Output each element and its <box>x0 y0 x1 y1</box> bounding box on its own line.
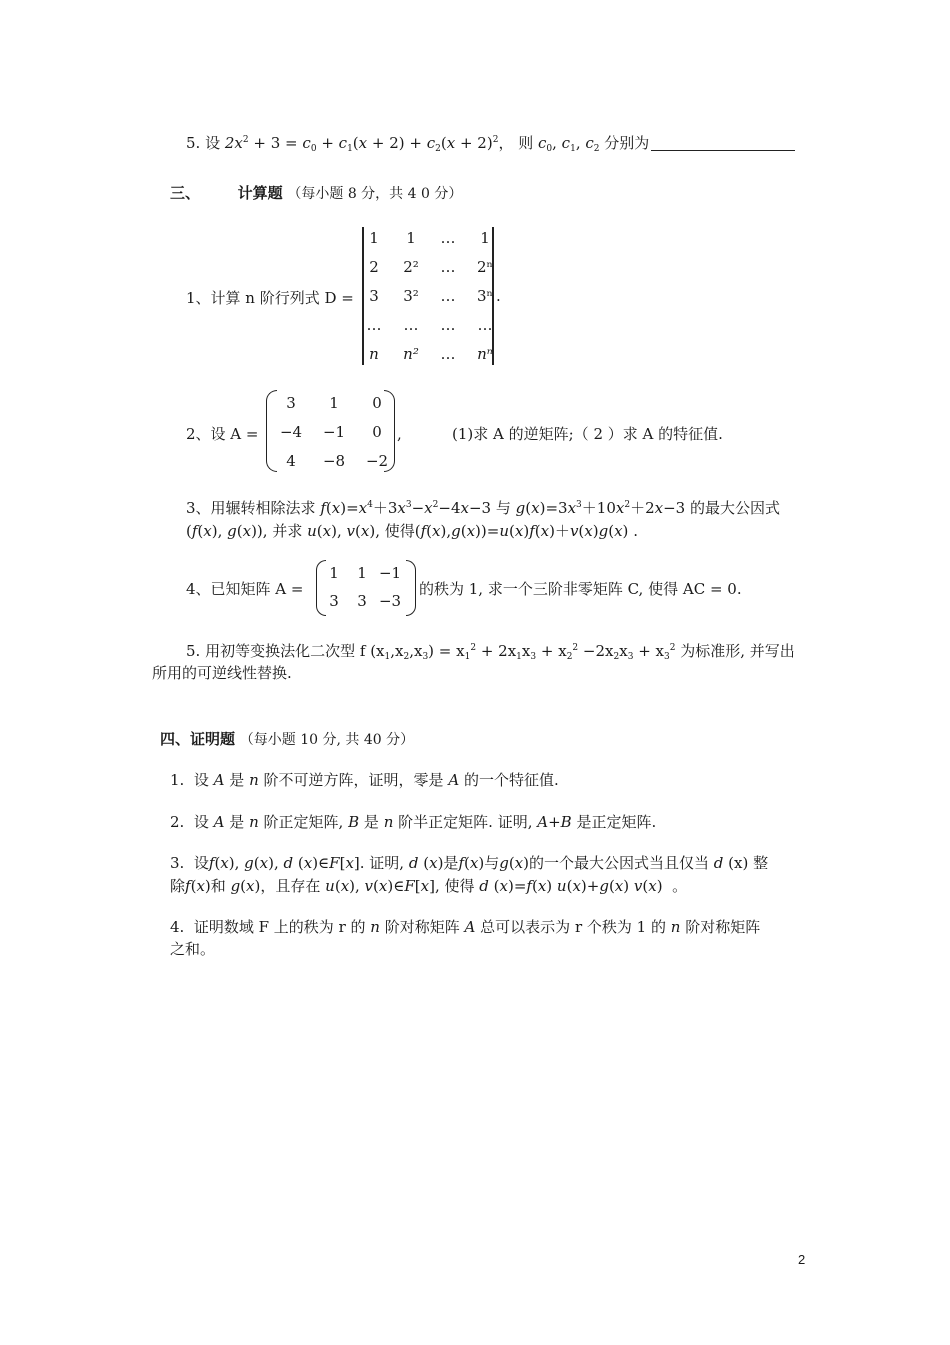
quadratic-form: $(x_1,x_2,x_3) = x_1^2 + 2x_1x_3 + x_2^2 -2x_2x_3 + x_3^2$ <box>370 642 676 662</box>
matrix-cell: … <box>477 316 493 334</box>
calc-question-5-line-1: 5. 用初等变换法化二次型 f $(x_1,x_2,x_3) = x_1^2 + 2x_1x_3 + x_2^2 -2x_2x_3 + x_3^2$ 为标准形, 并写出 <box>186 642 795 662</box>
matrix-cell: −3 <box>378 592 402 610</box>
section-4-header: 四、证明题 （每小题 10 分, 共 40 分） <box>160 730 415 748</box>
calc-question-2-comma: , <box>397 425 402 443</box>
proof-question-3-line-1: 3. 设f(x), g(x), d (x)∈F[x]. 证明, d (x)是f(x)与g(x)的一个最大公因式当且仅当 d (x) 整 <box>170 854 769 872</box>
matrix-cell: 2² <box>403 258 419 276</box>
matrix-cell: 4 <box>286 452 296 470</box>
matrix-cell: −4 <box>279 423 303 441</box>
matrix-cell: 2ⁿ <box>476 258 494 276</box>
matrix-cell: … <box>403 316 419 334</box>
matrix-cell: … <box>440 345 456 363</box>
matrix-cell: 3 <box>357 592 367 610</box>
matrix-cell: 3 <box>369 287 379 305</box>
matrix-cell: 0 <box>372 423 382 441</box>
calc-question-2-label: 2、设 A = <box>186 425 259 443</box>
matrix-cell: 1 <box>406 229 416 247</box>
page-number: 2 <box>798 1252 806 1267</box>
math-expression: $2x^2 + 3 = c_0 + c_1(x + 2) + c_2(x + 2)^2$， 则 $c_0$, $c_1$, $c_2$ <box>224 134 600 154</box>
matrix-cell: n <box>369 345 379 363</box>
proof-question-1: 1. 设 A 是 n 阶不可逆方阵，证明，零是 A 的一个特征值. <box>170 771 559 789</box>
matrix-cell: 0 <box>372 394 382 412</box>
calc-question-1-period: . <box>496 287 501 305</box>
matrix-cell: 1 <box>329 564 339 582</box>
matrix-cell: … <box>440 287 456 305</box>
matrix-cell: −1 <box>378 564 402 582</box>
matrix-cell: 1 <box>369 229 379 247</box>
polynomial-g: $g(x)=3x^3+10x^2+2x-3$ <box>515 499 686 517</box>
matrix-cell: 1 <box>357 564 367 582</box>
matrix-cell: 3 <box>286 394 296 412</box>
calc-question-4-task: 的秩为 1, 求一个三阶非零矩阵 C, 使得 AC = 0. <box>419 580 742 598</box>
matrix-cell: −8 <box>322 452 346 470</box>
calc-question-3-line-2: (f(x), g(x)), 并求 u(x), v(x), 使得(f(x),g(x))=u(x)f(x)＋v(x)g(x) . <box>186 522 638 540</box>
calc-question-4-label: 4、已知矩阵 A = <box>186 580 304 598</box>
polynomial-f: $f(x)=x^4+3x^3-x^2-4x-3$ <box>320 499 492 517</box>
section-3-header: 三、 计算题 （每小题 8 分，共 4 0 分） <box>170 184 463 202</box>
matrix-cell: −2 <box>365 452 389 470</box>
proof-question-2: 2. 设 A 是 n 阶正定矩阵, B 是 n 阶半正定矩阵. 证明, A+B 是正定矩阵. <box>170 813 657 831</box>
answer-blank[interactable] <box>651 136 795 151</box>
matrix-cell: … <box>440 316 456 334</box>
matrix-cell: n² <box>403 345 419 363</box>
matrix-cell: 3ⁿ <box>476 287 494 305</box>
proof-question-4-line-1: 4. 证明数域 F 上的秩为 r 的 n 阶对称矩阵 A 总可以表示为 r 个秩为 1 的 n 阶对称矩阵 <box>170 918 761 936</box>
proof-question-4-line-2: 之和。 <box>170 940 216 958</box>
matrix-cell: … <box>440 258 456 276</box>
fill-blank-question-5: 5. 设 $2x^2 + 3 = c_0 + c_1(x + 2) + c_2(x + 2)^2$， 则 $c_0$, $c_1$, $c_2$ 分别为 <box>186 132 795 153</box>
matrix-cell: 2 <box>369 258 379 276</box>
calc-question-5-line-2: 所用的可逆线性替换. <box>152 664 292 682</box>
matrix-cell: −1 <box>322 423 346 441</box>
matrix-cell: nⁿ <box>477 345 493 363</box>
matrix-cell: 1 <box>480 229 490 247</box>
matrix-cell: … <box>440 229 456 247</box>
calc-question-3-line-1: 3、用辗转相除法求 $f(x)=x^4+3x^3-x^2-4x-3$ 与 $g(x)=3x^3+10x^2+2x-3$ 的最大公因式 <box>186 499 781 517</box>
matrix-cell: 3 <box>329 592 339 610</box>
matrix-cell: … <box>366 316 382 334</box>
calc-question-2-task: (1)求 A 的逆矩阵;（ 2 ）求 A 的特征值. <box>452 425 723 443</box>
matrix-cell: 1 <box>329 394 339 412</box>
matrix-cell: 3² <box>403 287 419 305</box>
proof-question-3-line-2: 除f(x)和 g(x)，且存在 u(x), v(x)∈F[x], 使得 d (x)=f(x) u(x)+g(x) v(x) 。 <box>170 877 688 895</box>
calc-question-1-label: 1、计算 n 阶行列式 D = <box>186 289 354 307</box>
matrix-a4-right-paren <box>406 560 416 616</box>
